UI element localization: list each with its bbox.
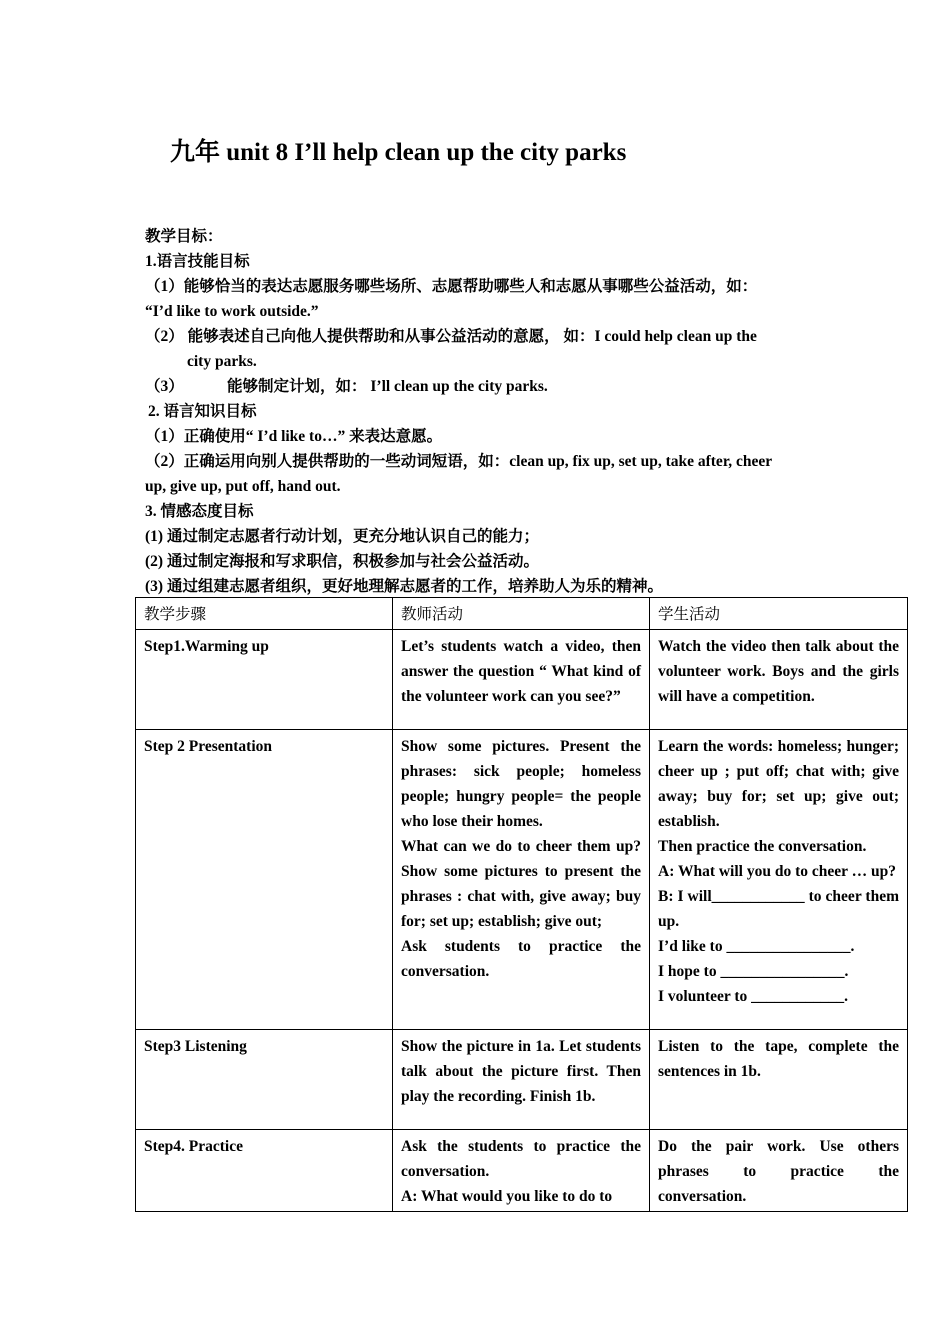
skill-item-3-number: （3） <box>145 378 184 395</box>
student-text: Do the pair work. Use others phrases to practice the conversation. <box>658 1138 899 1205</box>
student-text: I’d like to ________________. <box>658 938 855 955</box>
teacher-cell <box>393 630 650 730</box>
attitude-item-3: (3) 通过组建志愿者组织，更好地理解志愿者的工作，培养助人为乐的精神。 <box>145 578 663 595</box>
student-cell <box>650 1030 908 1130</box>
student-text: B: I will____________ to cheer them up. <box>658 888 899 930</box>
table-row <box>136 1030 908 1130</box>
table-row <box>136 1130 908 1212</box>
student-cell <box>650 730 908 1030</box>
skill-item-2a: （2） 能够表述自己向他人提供帮助和从事公益活动的意愿， 如：I could help clean up the <box>145 328 757 345</box>
attitude-item-2: (2) 通过制定海报和写求职信，积极参加与社会公益活动。 <box>145 553 539 570</box>
student-text: I volunteer to ____________. <box>658 988 849 1005</box>
skill-item-1a: （1）能够恰当的表达志愿服务哪些场所、志愿帮助哪些人和志愿从事哪些公益活动，如： <box>145 278 758 295</box>
section-language-skills: 1.语言技能目标 <box>145 253 250 270</box>
step-cell: Step1.Warming up <box>136 630 393 730</box>
teacher-cell <box>393 1030 650 1130</box>
attitude-item-1: (1) 通过制定志愿者行动计划，更充分地认识自己的能力； <box>145 528 539 545</box>
teaching-steps-table <box>135 597 908 1212</box>
page-title: 九年 unit 8 I’ll help clean up the city parks <box>170 139 627 166</box>
knowledge-item-1: （1）正确使用“ I’d like to…” 来表达意愿。 <box>145 428 443 445</box>
step-cell: Step3 Listening <box>136 1030 393 1130</box>
teacher-text: Show some pictures. Present the phrases: sick people; homeless people; hungry people= the people who lose their homes. <box>401 738 641 830</box>
knowledge-item-2a: （2）正确运用向别人提供帮助的一些动词短语，如：clean up, fix up, set up, take after, cheer <box>145 453 773 470</box>
teacher-text: What can we do to cheer them up? Show some pictures to present the phrases : chat with, give away; buy for; set up; establish; give out; <box>401 838 641 930</box>
objectives-heading: 教学目标： <box>145 228 223 245</box>
skill-item-1b: “I’d like to work outside.” <box>145 303 319 320</box>
student-text: A: What will you do to cheer … up? <box>658 863 896 880</box>
section-language-knowledge: 2. 语言知识目标 <box>148 403 257 420</box>
knowledge-item-2b: up, give up, put off, hand out. <box>145 478 341 495</box>
student-text: Watch the video then talk about the volunteer work. Boys and the girls will have a competition. <box>658 638 899 705</box>
table-row <box>136 630 908 730</box>
step-cell: Step 2 Presentation <box>136 730 393 1030</box>
student-cell <box>650 630 908 730</box>
skill-item-3-text: 能够制定计划，如： I’ll clean up the city parks. <box>227 378 548 395</box>
student-text: Then practice the conversation. <box>658 838 867 855</box>
teacher-text: A: What would you like to do to <box>401 1188 613 1205</box>
teacher-text: Let’s students watch a video, then answer the question “ What kind of the volunteer work can you see?” <box>401 638 641 705</box>
student-text: Learn the words: homeless; hunger; cheer up ; put off; chat with; give away; buy for; set up; give out; establish. <box>658 738 899 830</box>
header-step: 教学步骤 <box>136 598 393 630</box>
table-header-row <box>136 598 908 630</box>
step-cell: Step4. Practice <box>136 1130 393 1212</box>
section-attitude: 3. 情感态度目标 <box>145 503 254 520</box>
student-cell <box>650 1130 908 1212</box>
teacher-text: Show the picture in 1a. Let students talk about the picture first. Then play the recording. Finish 1b. <box>401 1038 641 1105</box>
table-row <box>136 730 908 1030</box>
teacher-cell <box>393 1130 650 1212</box>
teacher-cell <box>393 730 650 1030</box>
student-text: Listen to the tape, complete the sentences in 1b. <box>658 1038 899 1080</box>
skill-item-2b: city parks. <box>187 353 257 370</box>
teacher-text: Ask the students to practice the conversation. <box>401 1138 641 1180</box>
student-text: I hope to ________________. <box>658 963 849 980</box>
teacher-text: Ask students to practice the conversation. <box>401 938 641 980</box>
header-student-activity: 学生活动 <box>650 598 908 630</box>
header-teacher-activity: 教师活动 <box>393 598 650 630</box>
